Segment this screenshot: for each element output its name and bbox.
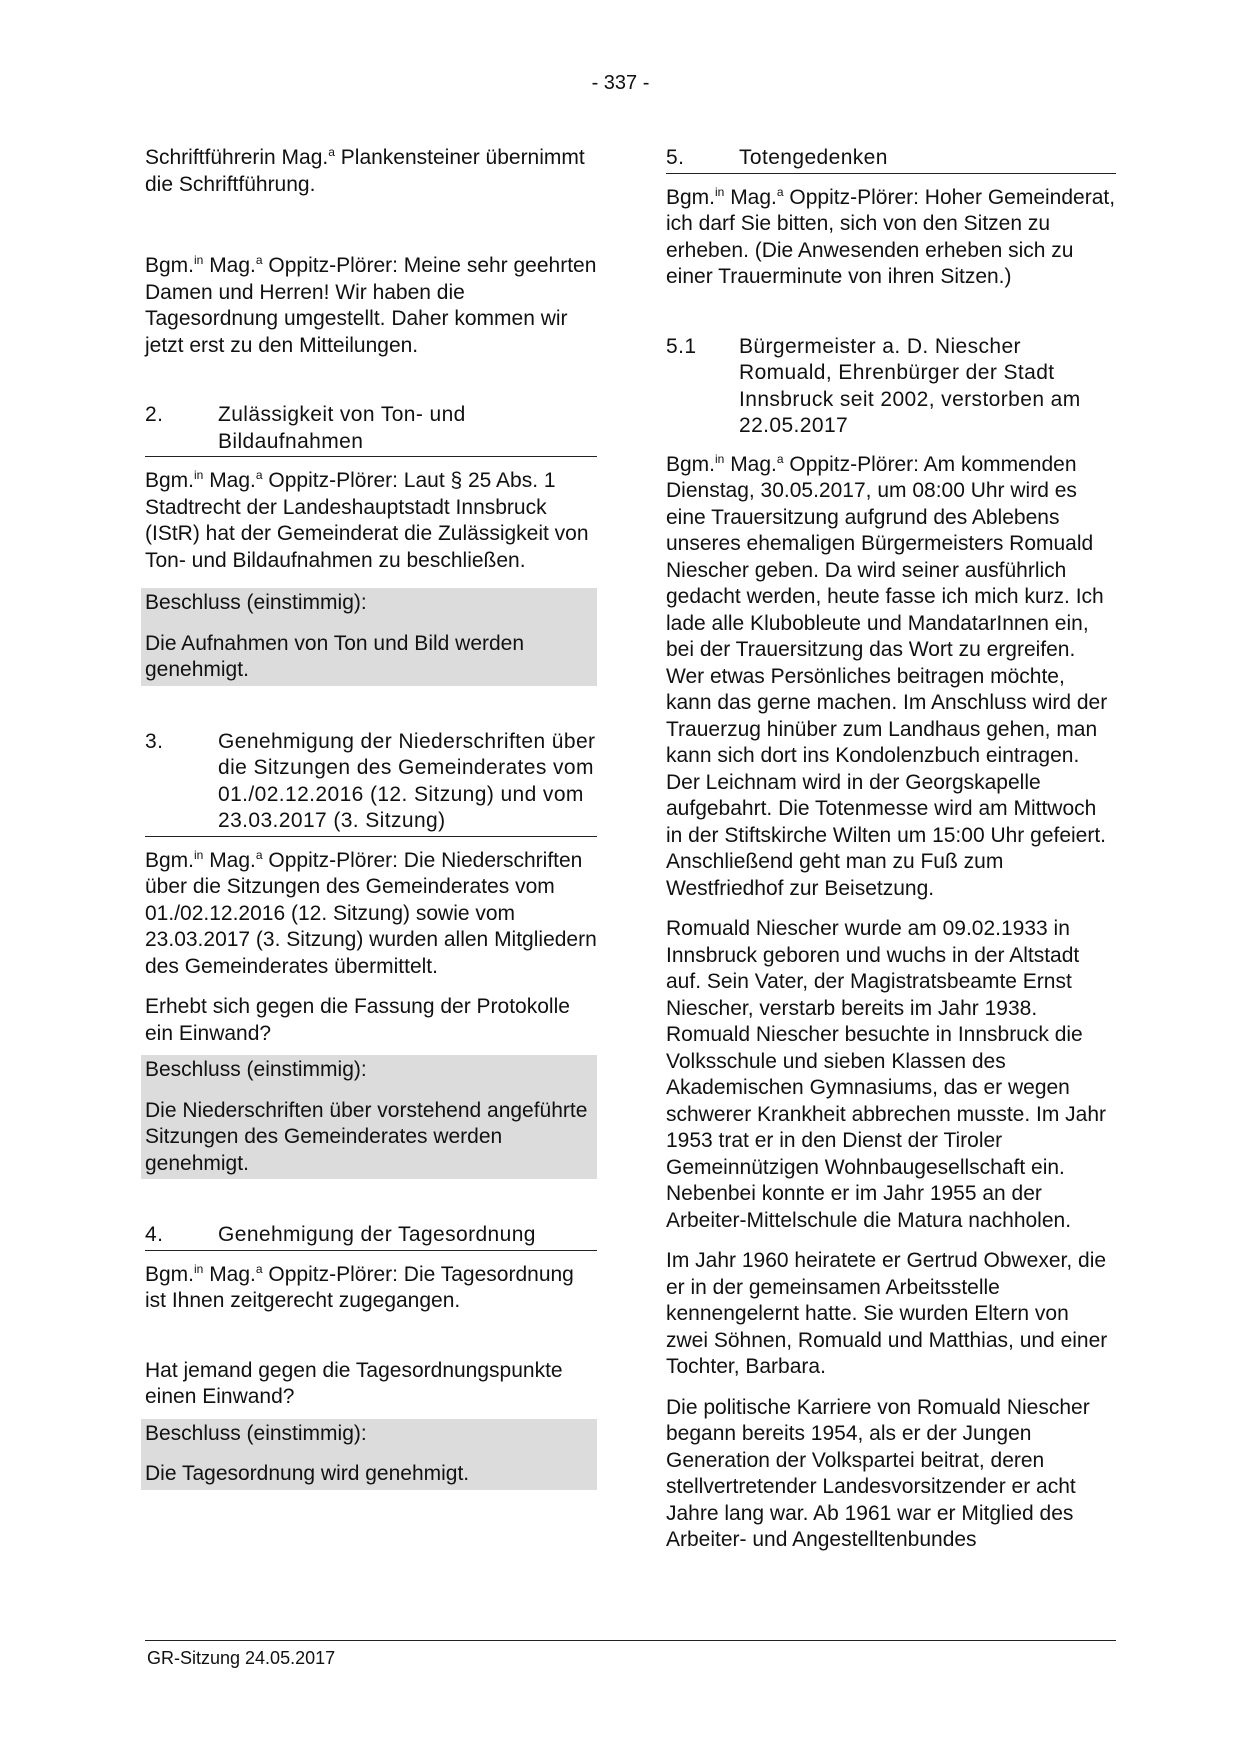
section-heading-3: 3. Genehmigung der Niederschriften über die Sitzungen des Gemeinderates vom 01./02.12.2016 (12. Sitzung) und vom 23.03.2017 (3. Sitzung)	[145, 729, 597, 837]
speech-section-2: Bgm.$^{in}$ Mag.$^a$ Oppitz-Plörer: Laut § 25 Abs. 1 Stadtrecht der Landeshauptstadt Innsbruck (IStR) hat der Gemeinderat die Zulässigkeit von Ton- und Bildaufnahmen zu beschließen.	[145, 468, 589, 572]
question-section-4: Hat jemand gegen die Tagesordnungspunkte einen Einwand?	[145, 1358, 563, 1408]
decision-box-2	[141, 588, 597, 686]
decision-label: Beschluss (einstimmig):	[145, 1058, 367, 1081]
speech-section-3: Bgm.$^{in}$ Mag.$^a$ Oppitz-Plörer: Die Niederschriften über die Sitzungen des Gemeinderates vom 01./02.12.2016 (12. Sitzung) sowie vom 23.03.2017 (3. Sitzung) wurden allen Mitgliedern des Gemeinderates übermittelt.	[145, 847, 597, 978]
speech-section-4: Bgm.$^{in}$ Mag.$^a$ Oppitz-Plörer: Die Tagesordnung ist Ihnen zeitgerecht zugegangen.	[145, 1261, 574, 1312]
decision-box-4	[141, 1419, 597, 1490]
biography-paragraph-1: Romuald Niescher wurde am 09.02.1933 in Innsbruck geboren und wuchs in der Altstadt auf. Sein Vater, der Magistratsbeamte Ernst Niescher, verstarb bereits im Jahr 1938. Romuald Niescher besuchte in Innsbruck die Volksschule und sieben Klassen des Akademischen Gymnasiums, das er wegen schwerer Krankheit abbrechen musste. Im Jahr 1953 trat er in den Dienst der Tiroler Gemeinnützigen Wohnbaugesellschaft ein. Nebenbei konnte er im Jahr 1955 an der Arbeiter-Mittelschule die Matura nachholen.	[666, 917, 1107, 1232]
decision-text: Die Tagesordnung wird genehmigt.	[145, 1462, 470, 1485]
opening-speech: Bgm.$^{in}$ Mag.$^a$ Oppitz-Plörer: Meine sehr geehrten Damen und Herren! Wir haben die Tagesordnung umgestellt. Daher kommen wir jetzt erst zu den Mitteilungen.	[145, 253, 597, 357]
intro-paragraph: Schriftführerin Mag.$^a$ Plankensteiner übernimmt die Schriftführung.	[145, 145, 585, 196]
speech-section-5-1: Bgm.$^{in}$ Mag.$^a$ Oppitz-Plörer: Am kommenden Dienstag, 30.05.2017, um 08:00 Uhr wird es eine Trauersitzung aufgrund des Ablebens unseres ehemaligen Bürgermeisters Romuald Niescher geben. Da wird seiner ausführlich gedacht werden, heute fasse ich mich kurz. Ich lade alle Klubobleute und MandatarInnen ein, bei der Trauersitzung das Wort zu ergreifen. Wer etwas Persönliches beitragen möchte, kann das gerne machen. Im Anschluss wird der Trauerzug hinüber zum Landhaus gehen, man kann sich dort ins Kondolenzbuch eintragen. Der Leichnam wird in der Georgskapelle aufgebahrt. Die Totenmesse wird am Mittwoch in der Stiftskirche Wilten um 15:00 Uhr gefeiert. Anschließend geht man zu Fuß zum Westfriedhof zur Beisetzung.	[666, 451, 1108, 900]
section-heading-2: 2. Zulässigkeit von Ton- und Bildaufnahmen	[145, 402, 597, 457]
left-column	[145, 145, 597, 1490]
decision-box-3	[141, 1055, 597, 1179]
section-heading-5: 5. Totengedenken	[666, 145, 1116, 174]
biography-paragraph-2: Im Jahr 1960 heiratete er Gertrud Obwexer, die er in der gemeinsamen Arbeitsstelle kennengelernt hatte. Sie wurden Eltern von zwei Söhnen, Romuald und Matthias, und einer Tochter, Barbara.	[666, 1249, 1108, 1378]
decision-text: Die Niederschriften über vorstehend angeführte Sitzungen des Gemeinderates werden genehmigt.	[145, 1098, 588, 1175]
decision-text: Die Aufnahmen von Ton und Bild werden genehmigt.	[145, 631, 525, 681]
section-heading-5-1: 5.1 Bürgermeister a. D. Niescher Romuald, Ehrenbürger der Stadt Innsbruck seit 2002, verstorben am 22.05.2017	[666, 334, 1081, 437]
speech-section-5: Bgm.$^{in}$ Mag.$^a$ Oppitz-Plörer: Hoher Gemeinderat, ich darf Sie bitten, sich von den Sitzen zu erheben. (Die Anwesenden erheben sich zu einer Trauerminute von ihren Sitzen.)	[666, 184, 1116, 288]
footer-divider	[145, 1640, 1116, 1641]
question-section-3: Erhebt sich gegen die Fassung der Protokolle ein Einwand?	[145, 995, 570, 1045]
page-number: - 337 -	[591, 72, 650, 94]
section-heading-4: 4. Genehmigung der Tagesordnung	[145, 1222, 597, 1251]
footer-text: GR-Sitzung 24.05.2017	[147, 1648, 336, 1668]
decision-label: Beschluss (einstimmig):	[145, 591, 367, 614]
decision-label: Beschluss (einstimmig):	[145, 1421, 367, 1445]
right-column	[666, 145, 1116, 1554]
biography-paragraph-3: Die politische Karriere von Romuald Niescher begann bereits 1954, als er der Jungen Generation der Volkspartei beitrat, deren stellvertretender Landesvorsitzender er acht Jahre lang war. Ab 1961 war er Mitglied des Arbeiter- und Angestelltenbundes	[666, 1395, 1090, 1551]
